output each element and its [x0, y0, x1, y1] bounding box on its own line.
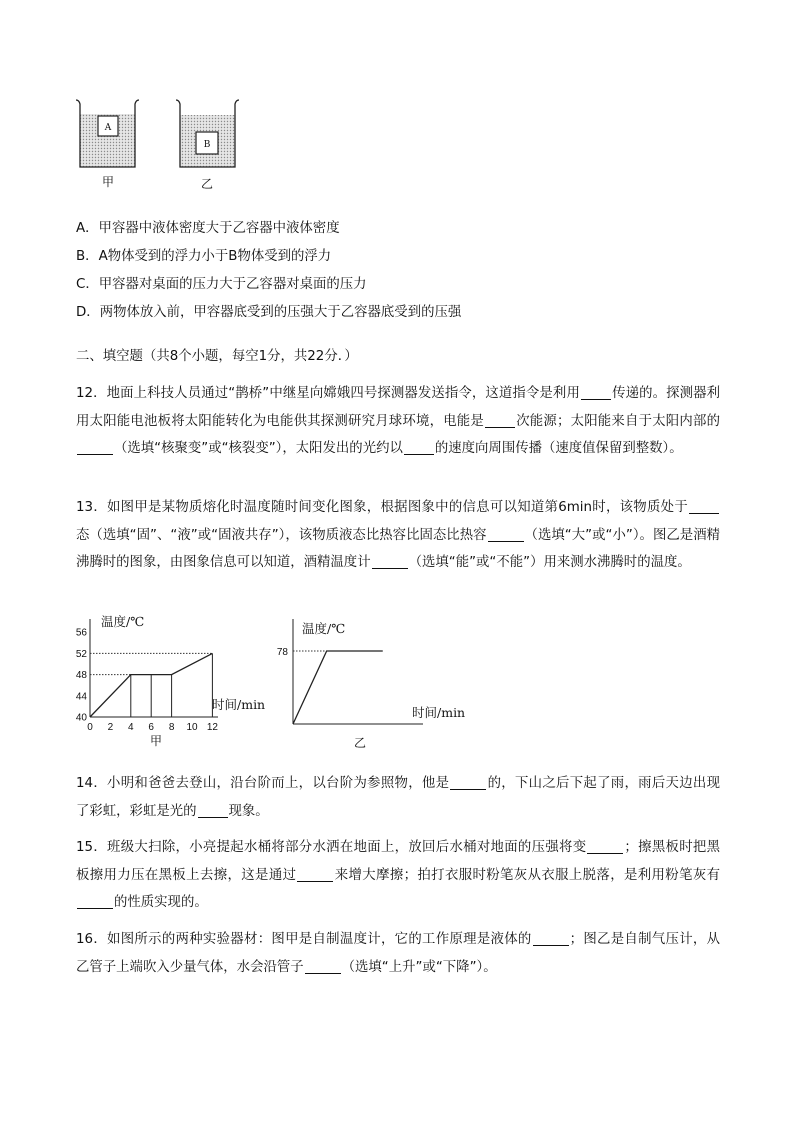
option-d: D．两物体放入前，甲容器底受到的压强大于乙容器底受到的压强: [76, 305, 462, 320]
beaker-jia: [76, 100, 139, 167]
question-16: 16．如图所示的两种实验器材：图甲是自制温度计，它的工作原理是液体的 ；图乙是自制气压计，从乙管子上端吹入少量气体，水会沿管子 （选填“上升”或“下降”）。: [76, 932, 720, 975]
x-tick-label: 6: [148, 722, 154, 733]
y-axis-label: 温度/℃: [101, 614, 145, 629]
chart-yi: [268, 612, 483, 752]
beaker-yi: [176, 100, 239, 167]
option-a: A．甲容器中液体密度大于乙容器中液体密度: [76, 221, 340, 236]
answer-blank[interactable]: [77, 439, 113, 455]
answer-blank[interactable]: [305, 958, 341, 974]
question-12: 12．地面上科技人员通过“鹊桥”中继星向嫦娥四号探测器发送指令，这道指令是利用 传递的。探测器利用太阳能电池板将太阳能转化为电能供其探测研究月球环境，电能是 次能源；太阳能来自于太阳内部的（选填“核聚变”或“核裂变”），太阳发出的光约以 的速度向周围传播（速度值保留到整数）。: [76, 386, 720, 456]
beaker-jia-caption: 甲: [101, 175, 115, 189]
x-tick-label: 2: [107, 722, 114, 733]
chart-jia: [68, 612, 283, 752]
answer-blank[interactable]: [533, 930, 569, 946]
section-heading: 二、填空题（共8个小题，每空1分，共22分．）: [76, 349, 358, 364]
x-tick-label: 4: [128, 722, 134, 733]
answer-blank[interactable]: [297, 866, 333, 882]
answer-blank[interactable]: [689, 498, 719, 514]
series-line: [293, 651, 383, 724]
y-tick-label: 52: [75, 648, 87, 660]
answer-blank[interactable]: [581, 384, 611, 400]
option-b: B．A物体受到的浮力小于B物体受到的浮力: [76, 249, 332, 264]
y-tick-label: 48: [75, 670, 87, 682]
answer-blank[interactable]: [77, 893, 113, 909]
x-tick-label: 10: [186, 722, 198, 733]
beakers-figure: [70, 96, 250, 196]
answer-blank[interactable]: [485, 412, 515, 428]
answer-blank[interactable]: [587, 838, 623, 854]
answer-blank[interactable]: [488, 526, 524, 542]
y-tick-label: 78: [276, 647, 288, 658]
x-tick-label: 12: [206, 722, 218, 733]
question-14: 14．小明和爸爸去登山，沿台阶而上，以台阶为参照物，他是 的，下山之后下起了雨，雨后天边出现了彩虹，彩虹是光的 现象。: [76, 776, 721, 819]
x-axis-label: 时间/min: [412, 705, 466, 720]
object-b-label: B: [203, 140, 211, 150]
y-axis-label: 温度/℃: [302, 621, 346, 636]
answer-blank[interactable]: [372, 553, 408, 569]
x-axis-label: 时间/min: [212, 697, 266, 712]
x-tick-label: 8: [168, 722, 175, 733]
chart-yi-caption: 乙: [353, 736, 367, 750]
chart-jia-caption: 甲: [149, 734, 163, 748]
y-tick-label: 44: [75, 691, 87, 703]
answer-blank[interactable]: [198, 802, 228, 818]
option-c: C．甲容器对桌面的压力大于乙容器对桌面的压力: [76, 277, 367, 292]
beaker-yi-caption: 乙: [200, 177, 214, 191]
y-tick-label: 56: [75, 627, 87, 639]
question-15: 15．班级大扫除，小亮提起水桶将部分水洒在地面上，放回后水桶对地面的压强将变 ；擦黑板时把黑板擦用力压在黑板上去擦，这是通过 来增大摩擦；拍打衣服时粉笔灰从衣服上脱落，是利用粉笔灰有的性质实现的。: [76, 840, 721, 910]
object-a-label: A: [104, 123, 112, 133]
question-13: 13．如图甲是某物质熔化时温度随时间变化图象，根据图象中的信息可以知道第6min时，该物质处于态（选填“固”、“液”或“固液共存”），该物质液态比热容比固态比热容 （选填“大”或“小”）。图乙是酒精沸腾时的图象，由图象信息可以知道，酒精温度计 （选填“能”或“不能”）用来测水沸腾时的温度。: [76, 500, 720, 570]
x-tick-label: 0: [87, 722, 93, 733]
answer-blank[interactable]: [404, 439, 434, 455]
answer-blank[interactable]: [450, 774, 486, 790]
y-tick-label: 40: [75, 712, 87, 724]
